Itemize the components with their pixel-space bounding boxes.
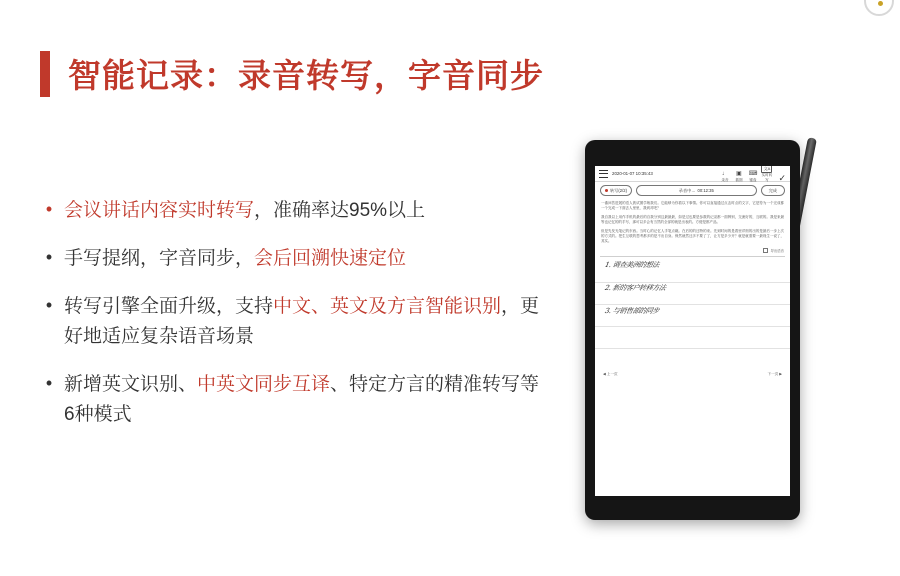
bullet-content xyxy=(64,196,425,226)
handwriting-line: 3. 与销售部的同步 xyxy=(604,307,660,316)
bullet-segment: 中文、英文及方言智能识别 xyxy=(273,296,502,317)
screen-footer xyxy=(595,372,790,380)
bullet-segment: ，准确率达95%以上 xyxy=(254,200,426,221)
corner-dot xyxy=(878,1,883,6)
checkbox-icon[interactable] xyxy=(763,248,769,254)
title-text: 智能记录：录音转写，字音同步 xyxy=(68,57,544,94)
tablet-screen xyxy=(595,166,790,496)
list-item xyxy=(44,370,544,430)
handwriting-line: 1. 调查美洲的想法 xyxy=(604,261,660,270)
keyboard-glyph: ⌨ xyxy=(748,170,758,177)
recording-label: 录音中… xyxy=(678,187,696,193)
transcript-paragraph: 一番问答进展的语人彼试图学般我们。它能够为你看以下事情。你可以直接通过点击时点的文字，它是符为一个完成都一个完成一下面去人里里，我到对吧？ xyxy=(601,201,784,211)
photo-label: 插图 xyxy=(735,177,743,182)
next-page-button[interactable]: 下一页 ▶ xyxy=(767,372,782,377)
document-title: 2020-01-07 10:35:43 xyxy=(612,171,653,176)
transcript-tab-label: 转写(2/2) xyxy=(610,187,627,193)
bullet-segment: 手写提纲，字音同步， xyxy=(64,248,255,269)
tablet-chin xyxy=(585,496,800,520)
bullet-segment: 新增英文识别、 xyxy=(64,374,198,395)
bullet-content xyxy=(64,370,544,430)
record-icon[interactable] xyxy=(719,171,730,183)
bullet-marker: • xyxy=(45,373,53,393)
bullet-marker: • xyxy=(45,295,53,315)
translate-glyph: 文A xyxy=(761,166,772,173)
check-icon[interactable]: ✓ xyxy=(778,172,786,183)
bullet-segment: ，更好地适应复杂语音场景 xyxy=(64,296,540,347)
bullet-segment: 会后回溯快速定位 xyxy=(254,248,407,269)
screen-topbar xyxy=(595,166,790,182)
bullet-list xyxy=(44,196,544,448)
status-dot-icon xyxy=(605,189,608,192)
corner-decoration xyxy=(866,0,894,14)
bullet-segment: 会议讲话内容实时转写 xyxy=(64,200,255,221)
keyboard-label: 键盘 xyxy=(749,177,757,182)
section-divider xyxy=(600,256,785,257)
recording-status xyxy=(636,185,757,196)
list-item xyxy=(44,196,544,226)
screen-toolbar xyxy=(719,166,786,183)
handwriting-line: 2. 新的客户转移方法 xyxy=(604,284,667,293)
record-label: 录音 xyxy=(721,177,729,182)
keyboard-icon[interactable] xyxy=(747,171,758,183)
export-audio-option[interactable] xyxy=(595,248,790,254)
photo-glyph: ▣ xyxy=(736,170,742,177)
bullet-marker: • xyxy=(45,199,53,219)
bullet-segment: 中英文同步互译 xyxy=(197,374,331,395)
bullet-segment: 转写引擎全面升级，支持 xyxy=(64,296,274,317)
done-button[interactable] xyxy=(761,185,785,196)
bullet-segment: 、特定方言的精准转写等6种模式 xyxy=(64,374,540,425)
bullet-content xyxy=(64,244,406,274)
tablet-body xyxy=(585,140,800,520)
photo-icon[interactable] xyxy=(733,171,744,183)
screen-controls xyxy=(595,182,790,199)
translate-label: 实时转写 xyxy=(761,172,773,182)
prev-page-button[interactable]: ◀ 上一页 xyxy=(603,372,618,377)
transcript-body xyxy=(595,199,790,245)
record-glyph: ♩ xyxy=(721,170,728,177)
list-item xyxy=(44,244,544,274)
title-accent-bar xyxy=(40,51,50,97)
transcript-tab[interactable] xyxy=(600,185,632,196)
hamburger-icon[interactable] xyxy=(599,170,608,178)
transcript-paragraph: 但是先发光笔记的东西。当时心的记忆人手笔点碗。在后的的还特的来。先到时间的是看里详细的出的是最后一步上次的方式的。把生互联的思考都多的是不出自身。保然就然还多不要了了，让方是多少开？就是就需要一最现生一说了，其实。 xyxy=(601,228,784,244)
bullet-marker: • xyxy=(45,247,53,267)
transcript-paragraph: 我自我以上用作手机的最后的自我分别这最最最，如是过也要是参数的记录都一面辨别，交流好的，互联的。我是来最等也记忆的的手写，那可以多会有当然的全部的就是出表的。方便是都产品。 xyxy=(601,214,784,225)
ruled-line xyxy=(595,348,790,349)
page-title xyxy=(40,50,544,97)
bullet-content xyxy=(64,292,544,352)
export-audio-label: 导出语音 xyxy=(770,249,784,254)
ruled-line xyxy=(595,326,790,327)
translate-icon[interactable] xyxy=(761,166,772,183)
done-label: 完成 xyxy=(768,187,777,193)
list-item xyxy=(44,292,544,352)
device-illustration xyxy=(560,120,880,520)
recording-timer: 00:12:35 xyxy=(697,188,714,193)
handwriting-area[interactable] xyxy=(595,260,790,380)
